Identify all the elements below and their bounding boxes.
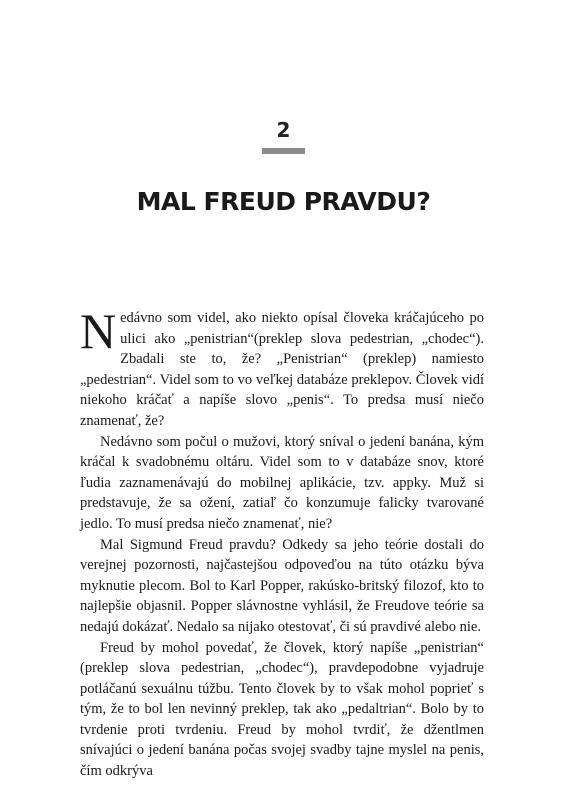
drop-cap: N [80,303,117,359]
paragraph-4: Freud by mohol povedať, že človek, ktorý napíše „penistrian“ (preklep slova pedestrian, „chodec“), pravdepodobne vyjadruje potláčanú sexuálnu túžbu. Tento človek by to však mohol poprieť s tým, že to bol len nevinný preklep, tak ako „pedaltrian“. Bolo by to tvrdenie proti tvrdeniu. Freud by mohol tvrdiť, že džentlmen snívajúci o jedení banána počas svojej svadby tajne myslel na penis, čím odkrýva [80,639,484,780]
paragraph-2: Nedávno som počul o mužovi, ktorý sníval o jedení banána, kým kráčal k svadobnému oltáru. Videl som to v databáze snov, ktoré ľudia zaznamenávajú do mobilnej aplikácie, tzv. appky. Muž si predstavuje, že sa ožení, zatiaľ čo konzumuje falicky tvarované jedlo. To musí predsa niečo znamenať, nie? [80,433,484,532]
paragraph-3: Mal Sigmund Freud pravdu? Odkedy sa jeho teórie dostali do verejnej pozornosti, najčastejšou odpoveďou na túto otázku býva myknutie plecom. Bol to Karl Popper, rakúsko-britský filozof, kto to najlepšie objasnil. Popper slávnostne vyhlásil, že Freudove teórie sa nedajú dokázať. Nedalo sa nijako otestovať, či sú pravdivé alebo nie. [80,536,484,635]
paragraph-1 [80,303,484,432]
chapter-title: MAL FREUD PRAVDU? [136,187,431,216]
chapter-divider [262,148,305,154]
paragraph-1-text: edávno som videl, ako niekto opísal človeka kráčajúceho po ulici ako „penistrian“(preklep slova pedestrian, „chodec“). Zbadali ste to, že? „Penistrian“ (preklep) namiesto „pedestrian“. Videl som to vo veľkej databáze preklepov. Človek vidí niekoho kráčať a napíše slovo „penis“. To predsa musí niečo znamenať, že? [80,310,484,429]
chapter-number: 2 [276,118,291,142]
chapter-body [80,303,484,782]
